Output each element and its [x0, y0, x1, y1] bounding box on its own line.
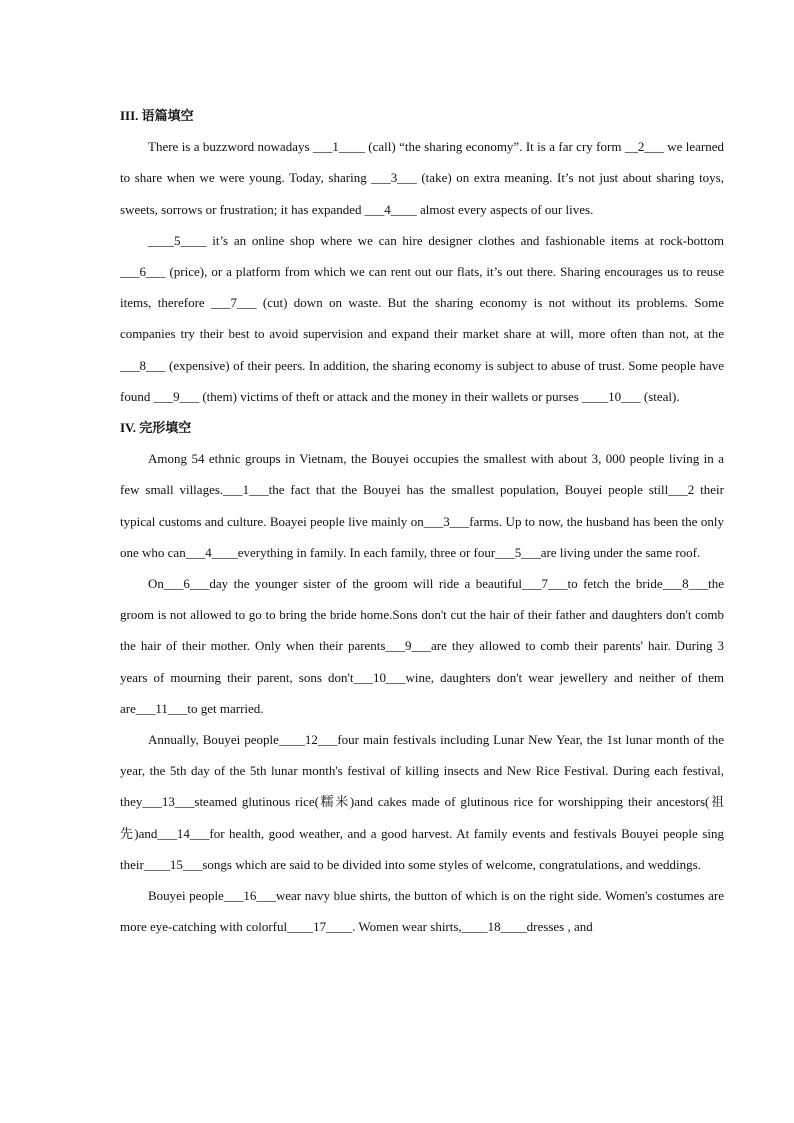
- section-4-paragraph-1: Among 54 ethnic groups in Vietnam, the Bouyei occupies the smallest with about 3, 000 people living in a few small villages.___1___the fact that the Bouyei has the smallest population, Bouyei people still___2 their typical customs and culture. Boayei people live mainly on___3___farms. Up to now, the husband has been the only one who can___4____everything in family. In each family, three or four___5___are living under the same roof.: [120, 451, 724, 560]
- section-4-heading: IV. 完形填空: [120, 420, 192, 436]
- section-3-paragraph-2: ____5____ it’s an online shop where we can hire designer clothes and fashionable items at rock-bottom ___6___ (price), or a platform from which we can rent out our flats, it’s out there. Sharing encourages us to reuse items, therefore ___7___ (cut) down on waste. But the sharing economy is not without its problems. Some companies try their best to avoid supervision and expand their market share at will, more often than not, at the ___8___ (expensive) of their peers. In addition, the sharing economy is subject to abuse of trust. Some people have found ___9___ (them) victims of theft or attack and the money in their wallets or purses ____10___ (steal).: [120, 232, 724, 404]
- section-4-paragraph-3: Annually, Bouyei people____12___four main festivals including Lunar New Year, the 1st lunar month of the year, the 5th day of the 5th lunar month's festival of killing insects and New Rice Festival. During each festival, they___13___steamed glutinous rice(糯米)and cakes made of glutinous rice for worshipping their ancestors(祖先)and___14___for health, good weather, and a good harvest. At family events and festivals Bouyei people sing their____15___songs which are said to be divided into some styles of welcome, congratulations, and weddings.: [120, 732, 724, 872]
- section-3-paragraph-1: There is a buzzword nowadays ___1____ (call) “the sharing economy”. It is a far cry form __2___ we learned to share when we were young. Today, sharing ___3___ (take) on extra meaning. It’s not just about sharing toys, sweets, sorrows or frustration; it has expanded ___4____ almost every aspects of our lives.: [120, 139, 724, 217]
- document-page: [120, 100, 724, 942]
- section-3-heading: III. 语篇填空: [120, 108, 194, 123]
- section-4-paragraph-2: On___6___day the younger sister of the groom will ride a beautiful___7___to fetch the bride___8___the groom is not allowed to go to bring the bride home.Sons don't cut the hair of their father and daughters don't comb the hair of their mother. Only when their parents___9___are they allowed to comb their parents' hair. During 3 years of mourning their parent, sons don't___10___wine, daughters don't wear jewellery and neither of them are___11___to get married.: [120, 576, 724, 716]
- section-4-paragraph-4: Bouyei people___16___wear navy blue shirts, the button of which is on the right side. Women's costumes are more eye-catching with colorful____17____. Women wear shirts,____18____dresses , and: [120, 888, 724, 935]
